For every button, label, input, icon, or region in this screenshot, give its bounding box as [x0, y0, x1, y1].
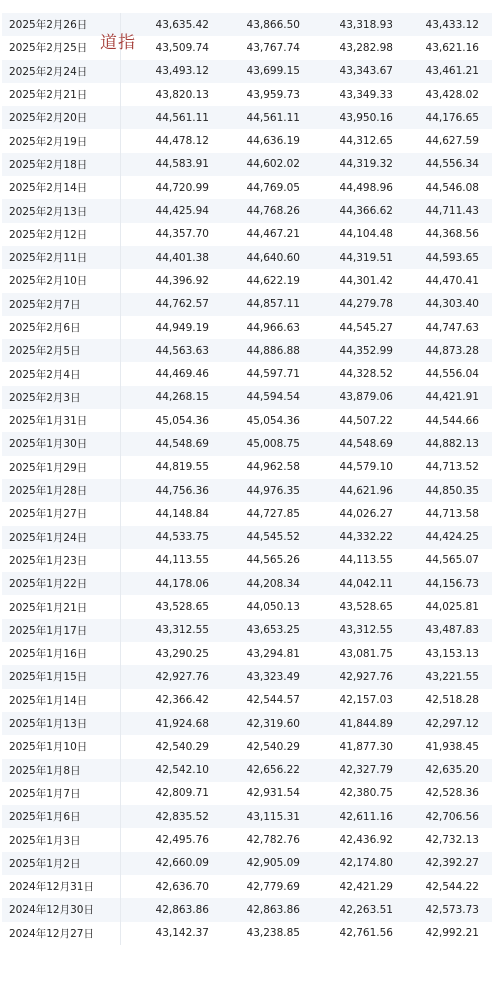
value-cell: 43,433.12 [425, 18, 479, 31]
value-cell: 42,327.79 [339, 764, 393, 777]
value-cell: 44,546.08 [425, 181, 479, 194]
table-row [2, 595, 492, 618]
value-cell: 44,268.15 [155, 391, 209, 404]
value-cell: 43,528.65 [155, 601, 209, 614]
value-cell: 44,279.78 [339, 298, 393, 311]
value-cell: 44,113.55 [155, 554, 209, 567]
value-cell: 42,931.54 [246, 787, 300, 800]
date-cell: 2025年2月21日 [2, 83, 121, 106]
value-cell: 43,153.13 [425, 647, 479, 660]
table-row [2, 875, 492, 898]
date-cell: 2025年1月23日 [2, 549, 121, 572]
date-cell: 2025年1月30日 [2, 432, 121, 455]
value-cell: 43,509.74 [155, 41, 209, 54]
value-cell: 42,706.56 [425, 810, 479, 823]
value-cell: 44,713.58 [425, 507, 479, 520]
value-cell: 44,156.73 [425, 577, 479, 590]
value-cell: 44,042.11 [339, 577, 393, 590]
table-row [2, 502, 492, 525]
date-cell: 2025年1月10日 [2, 735, 121, 758]
date-cell: 2025年2月25日 [2, 36, 121, 59]
table-row [2, 409, 492, 432]
date-cell: 2024年12月27日 [2, 922, 121, 945]
value-cell: 44,627.59 [425, 135, 479, 148]
value-cell: 42,421.29 [339, 880, 393, 893]
table-row [2, 572, 492, 595]
value-cell: 44,594.54 [246, 391, 300, 404]
value-cell: 42,540.29 [155, 740, 209, 753]
value-cell: 41,938.45 [425, 740, 479, 753]
value-cell: 42,636.70 [155, 880, 209, 893]
value-cell: 43,318.93 [339, 18, 393, 31]
value-cell: 43,635.42 [155, 18, 209, 31]
value-cell: 44,711.43 [425, 205, 479, 218]
value-cell: 44,850.35 [425, 484, 479, 497]
date-cell: 2025年2月7日 [2, 293, 121, 316]
value-cell: 41,877.30 [339, 740, 393, 753]
table-row [2, 665, 492, 688]
table-row [2, 246, 492, 269]
value-cell: 44,561.11 [246, 111, 300, 124]
table-row [2, 805, 492, 828]
value-cell: 44,319.32 [339, 158, 393, 171]
date-cell: 2025年2月3日 [2, 386, 121, 409]
value-cell: 43,767.74 [246, 41, 300, 54]
date-cell: 2025年1月2日 [2, 852, 121, 875]
table-row [2, 852, 492, 875]
value-cell: 44,545.52 [246, 531, 300, 544]
value-cell: 44,857.11 [246, 298, 300, 311]
value-cell: 43,081.75 [339, 647, 393, 660]
value-cell: 43,221.55 [425, 670, 479, 683]
value-cell: 42,779.69 [246, 880, 300, 893]
value-cell: 42,835.52 [155, 810, 209, 823]
table-row [2, 432, 492, 455]
value-cell: 42,863.86 [155, 903, 209, 916]
value-cell: 44,602.02 [246, 158, 300, 171]
value-cell: 44,478.12 [155, 135, 209, 148]
value-cell: 43,879.06 [339, 391, 393, 404]
value-cell: 44,544.66 [425, 414, 479, 427]
value-cell: 44,507.22 [339, 414, 393, 427]
value-cell: 44,561.11 [155, 111, 209, 124]
value-cell: 44,328.52 [339, 368, 393, 381]
table-row [2, 223, 492, 246]
date-cell: 2025年1月27日 [2, 502, 121, 525]
value-cell: 42,927.76 [155, 670, 209, 683]
table-row [2, 642, 492, 665]
table-row [2, 362, 492, 385]
value-cell: 43,323.49 [246, 670, 300, 683]
value-cell: 43,959.73 [246, 88, 300, 101]
table-row [2, 36, 492, 59]
table-row [2, 269, 492, 292]
value-cell: 44,769.05 [246, 181, 300, 194]
date-cell: 2025年1月6日 [2, 805, 121, 828]
value-cell: 42,927.76 [339, 670, 393, 683]
table-row [2, 106, 492, 129]
date-cell: 2025年1月14日 [2, 689, 121, 712]
table-row [2, 293, 492, 316]
value-cell: 45,008.75 [246, 437, 300, 450]
value-cell: 44,319.51 [339, 251, 393, 264]
table-row [2, 456, 492, 479]
date-cell: 2025年1月31日 [2, 409, 121, 432]
value-cell: 44,565.26 [246, 554, 300, 567]
watermark-label: 道指 [100, 33, 136, 53]
date-cell: 2025年1月7日 [2, 782, 121, 805]
table-row [2, 619, 492, 642]
value-cell: 44,424.25 [425, 531, 479, 544]
value-cell: 44,747.63 [425, 321, 479, 334]
table-row [2, 898, 492, 921]
date-cell: 2025年2月5日 [2, 339, 121, 362]
table-row [2, 712, 492, 735]
value-cell: 44,640.60 [246, 251, 300, 264]
value-cell: 42,544.57 [246, 694, 300, 707]
table-row [2, 922, 492, 945]
value-cell: 42,495.76 [155, 834, 209, 847]
value-cell: 42,905.09 [246, 857, 300, 870]
value-cell: 42,297.12 [425, 717, 479, 730]
value-cell: 42,809.71 [155, 787, 209, 800]
value-cell: 44,113.55 [339, 554, 393, 567]
value-cell: 42,573.73 [425, 903, 479, 916]
value-cell: 42,319.60 [246, 717, 300, 730]
value-cell: 44,025.81 [425, 601, 479, 614]
value-cell: 44,882.13 [425, 437, 479, 450]
value-cell: 42,660.09 [155, 857, 209, 870]
value-cell: 45,054.36 [155, 414, 209, 427]
value-cell: 44,565.07 [425, 554, 479, 567]
value-cell: 44,622.19 [246, 274, 300, 287]
value-cell: 43,428.02 [425, 88, 479, 101]
value-cell: 42,528.36 [425, 787, 479, 800]
table-row [2, 526, 492, 549]
value-cell: 44,533.75 [155, 531, 209, 544]
table-row [2, 782, 492, 805]
table-row [2, 199, 492, 222]
value-cell: 44,873.28 [425, 344, 479, 357]
value-cell: 44,727.85 [246, 507, 300, 520]
value-cell: 44,556.34 [425, 158, 479, 171]
date-cell: 2025年2月14日 [2, 176, 121, 199]
table-row [2, 13, 492, 36]
table-row [2, 735, 492, 758]
value-cell: 42,380.75 [339, 787, 393, 800]
value-cell: 44,563.63 [155, 344, 209, 357]
table-row [2, 153, 492, 176]
value-cell: 44,368.56 [425, 228, 479, 241]
value-cell: 44,421.91 [425, 391, 479, 404]
value-cell: 44,176.65 [425, 111, 479, 124]
table-row [2, 828, 492, 851]
value-cell: 44,762.57 [155, 298, 209, 311]
value-cell: 42,518.28 [425, 694, 479, 707]
value-cell: 44,303.40 [425, 298, 479, 311]
value-cell: 43,820.13 [155, 88, 209, 101]
date-cell: 2025年1月3日 [2, 828, 121, 851]
value-cell: 43,461.21 [425, 65, 479, 78]
value-cell: 42,544.22 [425, 880, 479, 893]
value-cell: 41,924.68 [155, 717, 209, 730]
value-cell: 44,966.63 [246, 321, 300, 334]
value-cell: 42,732.13 [425, 834, 479, 847]
value-cell: 44,467.21 [246, 228, 300, 241]
value-cell: 42,366.42 [155, 694, 209, 707]
date-cell: 2024年12月30日 [2, 898, 121, 921]
value-cell: 45,054.36 [246, 414, 300, 427]
value-cell: 43,312.55 [155, 624, 209, 637]
value-cell: 42,540.29 [246, 740, 300, 753]
date-cell: 2025年2月19日 [2, 129, 121, 152]
value-cell: 44,621.96 [339, 484, 393, 497]
value-cell: 44,208.34 [246, 577, 300, 590]
value-cell: 44,178.06 [155, 577, 209, 590]
table-row [2, 549, 492, 572]
value-cell: 43,238.85 [246, 927, 300, 940]
value-cell: 42,157.03 [339, 694, 393, 707]
value-cell: 44,301.42 [339, 274, 393, 287]
value-cell: 44,425.94 [155, 205, 209, 218]
price-history-table [2, 13, 492, 945]
value-cell: 44,332.22 [339, 531, 393, 544]
value-cell: 44,469.46 [155, 368, 209, 381]
date-cell: 2025年1月8日 [2, 759, 121, 782]
table-row [2, 689, 492, 712]
date-cell: 2025年2月24日 [2, 60, 121, 83]
date-cell: 2025年1月15日 [2, 665, 121, 688]
value-cell: 42,392.27 [425, 857, 479, 870]
value-cell: 44,548.69 [339, 437, 393, 450]
table-row [2, 129, 492, 152]
value-cell: 44,597.71 [246, 368, 300, 381]
table-row [2, 176, 492, 199]
value-cell: 43,950.16 [339, 111, 393, 124]
value-cell: 44,366.62 [339, 205, 393, 218]
value-cell: 43,290.25 [155, 647, 209, 660]
value-cell: 44,148.84 [155, 507, 209, 520]
value-cell: 44,470.41 [425, 274, 479, 287]
date-cell: 2025年2月13日 [2, 199, 121, 222]
table-row [2, 386, 492, 409]
value-cell: 44,636.19 [246, 135, 300, 148]
value-cell: 44,357.70 [155, 228, 209, 241]
value-cell: 42,263.51 [339, 903, 393, 916]
value-cell: 44,949.19 [155, 321, 209, 334]
value-cell: 43,343.67 [339, 65, 393, 78]
table-row [2, 316, 492, 339]
value-cell: 44,819.55 [155, 461, 209, 474]
value-cell: 42,782.76 [246, 834, 300, 847]
date-cell: 2025年1月16日 [2, 642, 121, 665]
value-cell: 44,962.58 [246, 461, 300, 474]
date-cell: 2025年1月17日 [2, 619, 121, 642]
value-cell: 42,992.21 [425, 927, 479, 940]
value-cell: 42,635.20 [425, 764, 479, 777]
date-cell: 2025年2月11日 [2, 246, 121, 269]
value-cell: 43,115.31 [246, 810, 300, 823]
value-cell: 42,656.22 [246, 764, 300, 777]
table-row [2, 83, 492, 106]
date-cell: 2025年1月24日 [2, 526, 121, 549]
date-cell: 2025年2月20日 [2, 106, 121, 129]
table-row [2, 60, 492, 83]
date-cell: 2025年2月6日 [2, 316, 121, 339]
value-cell: 44,396.92 [155, 274, 209, 287]
value-cell: 42,761.56 [339, 927, 393, 940]
value-cell: 44,556.04 [425, 368, 479, 381]
value-cell: 44,498.96 [339, 181, 393, 194]
value-cell: 44,352.99 [339, 344, 393, 357]
value-cell: 44,976.35 [246, 484, 300, 497]
table-row [2, 339, 492, 362]
value-cell: 44,545.27 [339, 321, 393, 334]
date-cell: 2025年2月12日 [2, 223, 121, 246]
value-cell: 43,653.25 [246, 624, 300, 637]
date-cell: 2025年2月18日 [2, 153, 121, 176]
date-cell: 2024年12月31日 [2, 875, 121, 898]
date-cell: 2025年2月26日 [2, 13, 121, 36]
date-cell: 2025年1月21日 [2, 595, 121, 618]
value-cell: 41,844.89 [339, 717, 393, 730]
value-cell: 44,401.38 [155, 251, 209, 264]
value-cell: 44,026.27 [339, 507, 393, 520]
value-cell: 44,768.26 [246, 205, 300, 218]
value-cell: 42,863.86 [246, 903, 300, 916]
value-cell: 43,294.81 [246, 647, 300, 660]
value-cell: 43,866.50 [246, 18, 300, 31]
date-cell: 2025年1月29日 [2, 456, 121, 479]
value-cell: 42,611.16 [339, 810, 393, 823]
value-cell: 44,104.48 [339, 228, 393, 241]
date-cell: 2025年1月13日 [2, 712, 121, 735]
value-cell: 43,312.55 [339, 624, 393, 637]
date-cell: 2025年2月10日 [2, 269, 121, 292]
value-cell: 44,583.91 [155, 158, 209, 171]
date-cell: 2025年2月4日 [2, 362, 121, 385]
table-row [2, 759, 492, 782]
value-cell: 42,174.80 [339, 857, 393, 870]
value-cell: 43,142.37 [155, 927, 209, 940]
value-cell: 43,699.15 [246, 65, 300, 78]
value-cell: 43,487.83 [425, 624, 479, 637]
value-cell: 44,886.88 [246, 344, 300, 357]
value-cell: 44,312.65 [339, 135, 393, 148]
value-cell: 44,720.99 [155, 181, 209, 194]
table-row [2, 479, 492, 502]
value-cell: 44,579.10 [339, 461, 393, 474]
value-cell: 43,621.16 [425, 41, 479, 54]
value-cell: 42,542.10 [155, 764, 209, 777]
value-cell: 44,548.69 [155, 437, 209, 450]
value-cell: 44,593.65 [425, 251, 479, 264]
value-cell: 43,282.98 [339, 41, 393, 54]
value-cell: 42,436.92 [339, 834, 393, 847]
value-cell: 43,528.65 [339, 601, 393, 614]
value-cell: 44,050.13 [246, 601, 300, 614]
value-cell: 44,756.36 [155, 484, 209, 497]
date-cell: 2025年1月28日 [2, 479, 121, 502]
value-cell: 43,493.12 [155, 65, 209, 78]
date-cell: 2025年1月22日 [2, 572, 121, 595]
value-cell: 43,349.33 [339, 88, 393, 101]
value-cell: 44,713.52 [425, 461, 479, 474]
